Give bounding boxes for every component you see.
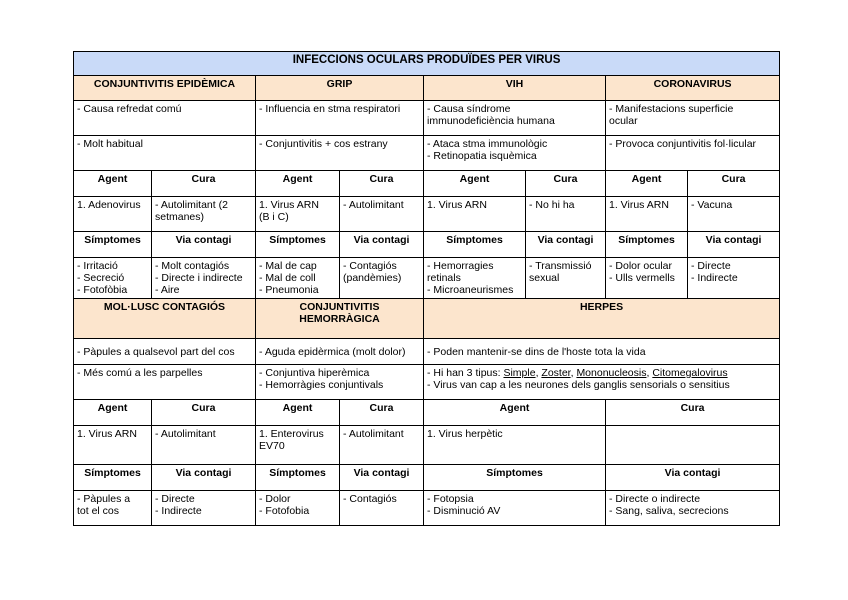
desc-vih-2: - Ataca stma immunològic - Retinopatia isquèmica [424, 136, 606, 171]
via-contagi-header: Via contagi [526, 232, 606, 258]
cura-coronavirus: - Vacuna [688, 197, 780, 232]
simptomes-header: Símptomes [424, 465, 606, 491]
cura-header: Cura [688, 171, 780, 197]
agent-grip: 1. Virus ARN (B i C) [256, 197, 340, 232]
cura-header: Cura [340, 400, 424, 426]
agent-conjuntivitis-hemorragica: 1. Enterovirus EV70 [256, 426, 340, 465]
desc-mollusc-2: - Més comú a les parpelles [74, 365, 256, 400]
desc-herpes-2: - Hi han 3 tipus: Simple, Zoster, Mononucleosis, Citomegalovirus - Virus van cap a les neurones dels ganglis sensorials o sensitius [424, 365, 780, 400]
desc-coronavirus-2: - Provoca conjuntivitis fol·licular [606, 136, 780, 171]
via-grip: - Contagiós (pandèmies) [340, 258, 424, 299]
simptomes-header: Símptomes [74, 232, 152, 258]
desc-vih-1: - Causa síndrome immunodeficiència humana [424, 101, 606, 136]
agent-header: Agent [606, 171, 688, 197]
agent-coronavirus: 1. Virus ARN [606, 197, 688, 232]
agent-header: Agent [74, 400, 152, 426]
agent-header: Agent [424, 400, 606, 426]
via-conjuntivitis-hemorragica: - Contagiós [340, 491, 424, 526]
agent-header: Agent [74, 171, 152, 197]
via-mollusc: - Directe - Indirecte [152, 491, 256, 526]
desc-grip-1: - Influencia en stma respiratori [256, 101, 424, 136]
desc-coronavirus-1: - Manifestacions superficie ocular [606, 101, 780, 136]
disease-header-herpes: HERPES [424, 299, 780, 339]
simptomes-coronavirus: - Dolor ocular - Ulls vermells [606, 258, 688, 299]
simptomes-header: Símptomes [74, 465, 152, 491]
cura-header: Cura [606, 400, 780, 426]
cura-herpes [606, 426, 780, 465]
via-herpes: - Directe o indirecte - Sang, saliva, secrecions [606, 491, 780, 526]
via-contagi-header: Via contagi [340, 465, 424, 491]
via-conjuntivitis-epidemica: - Molt contagiós - Directe i indirecte - Aire [152, 258, 256, 299]
via-contagi-header: Via contagi [606, 465, 780, 491]
cura-conjuntivitis-epidemica: - Autolimitant (2 setmanes) [152, 197, 256, 232]
via-contagi-header: Via contagi [340, 232, 424, 258]
agent-header: Agent [424, 171, 526, 197]
herpes-type: Zoster [541, 367, 571, 379]
simptomes-mollusc: - Pàpules a tot el cos [74, 491, 152, 526]
desc-conjuntivitis-hemorragica-1: - Aguda epidèrmica (molt dolor) [256, 339, 424, 365]
disease-header-grip: GRIP [256, 76, 424, 101]
desc-herpes-1: - Poden mantenir-se dins de l'hoste tota la vida [424, 339, 780, 365]
cura-header: Cura [526, 171, 606, 197]
agent-header: Agent [256, 400, 340, 426]
disease-header-vih: VIH [424, 76, 606, 101]
via-contagi-header: Via contagi [688, 232, 780, 258]
desc-conjuntivitis-epidemica-2: - Molt habitual [74, 136, 256, 171]
cura-conjuntivitis-hemorragica: - Autolimitant [340, 426, 424, 465]
desc-mollusc-1: - Pàpules a qualsevol part del cos [74, 339, 256, 365]
table-title: INFECCIONS OCULARS PRODUÏDES PER VIRUS [74, 52, 780, 76]
herpes-type: Mononucleosis [576, 367, 647, 379]
cura-vih: - No hi ha [526, 197, 606, 232]
simptomes-vih: - Hemorragies retinals - Microaneurismes [424, 258, 526, 299]
simptomes-header: Símptomes [606, 232, 688, 258]
desc-conjuntivitis-epidemica-1: - Causa refredat comú [74, 101, 256, 136]
simptomes-header: Símptomes [424, 232, 526, 258]
simptomes-herpes: - Fotopsia - Disminució AV [424, 491, 606, 526]
cura-grip: - Autolimitant [340, 197, 424, 232]
via-vih: - Transmissió sexual [526, 258, 606, 299]
agent-mollusc: 1. Virus ARN [74, 426, 152, 465]
cura-header: Cura [152, 400, 256, 426]
via-contagi-header: Via contagi [152, 232, 256, 258]
simptomes-header: Símptomes [256, 232, 340, 258]
herpes-type: Simple [503, 367, 536, 379]
cura-mollusc: - Autolimitant [152, 426, 256, 465]
simptomes-conjuntivitis-hemorragica: - Dolor - Fotofobia [256, 491, 340, 526]
agent-conjuntivitis-epidemica: 1. Adenovirus [74, 197, 152, 232]
cura-header: Cura [152, 171, 256, 197]
virus-infections-table [73, 51, 780, 526]
agent-vih: 1. Virus ARN [424, 197, 526, 232]
agent-header: Agent [256, 171, 340, 197]
via-contagi-header: Via contagi [152, 465, 256, 491]
via-coronavirus: - Directe - Indirecte [688, 258, 780, 299]
cura-header: Cura [340, 171, 424, 197]
disease-header-mollusc: MOL·LUSC CONTAGIÓS [74, 299, 256, 339]
desc-conjuntivitis-hemorragica-2: - Conjuntiva hiperèmica - Hemorràgies conjuntivals [256, 365, 424, 400]
simptomes-conjuntivitis-epidemica: - Irritació - Secreció - Fotofòbia [74, 258, 152, 299]
herpes-type: Citomegalovirus [652, 367, 728, 379]
disease-header-conjuntivitis-hemorragica: CONJUNTIVITIS HEMORRÀGICA [256, 299, 424, 339]
simptomes-grip: - Mal de cap - Mal de coll - Pneumonia [256, 258, 340, 299]
simptomes-header: Símptomes [256, 465, 340, 491]
desc-grip-2: - Conjuntivitis + cos estrany [256, 136, 424, 171]
disease-header-conjuntivitis-epidemica: CONJUNTIVITIS EPIDÈMICA [74, 76, 256, 101]
disease-header-coronavirus: CORONAVIRUS [606, 76, 780, 101]
agent-herpes: 1. Virus herpètic [424, 426, 606, 465]
